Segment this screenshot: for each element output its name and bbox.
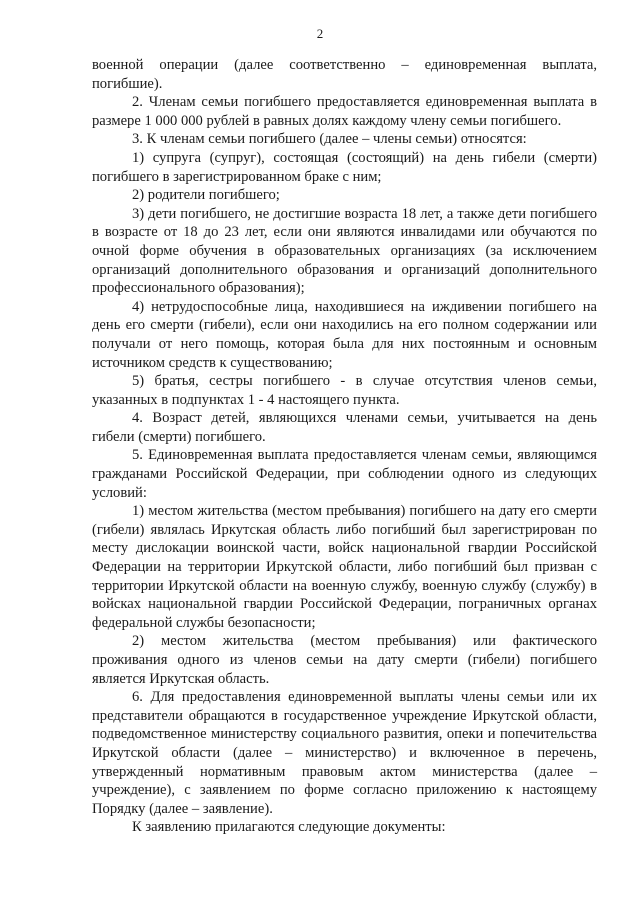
paragraph-continuation: военной операции (далее соответственно – единовременная выплата, погибшие). — [92, 57, 597, 92]
paragraph-item-6: 6. Для предоставления единовременной выплаты члены семьи или их представители обращаются в государственное учреждение Иркутской области, подведомственное министерству социального развития, опеки и попечительства Иркутской области (далее – министерство) и включенное в перечень, утвержденный нормативным правовым актом министерства (далее – учреждение), с заявлением по форме согласно приложению к настоящему Порядку (далее – заявление). — [92, 689, 597, 817]
paragraph-item-2: 2. Членам семьи погибшего предоставляется единовременная выплата в размере 1 000 000 рублей в равных долях каждому члену семьи погибшего. — [92, 94, 597, 129]
subparagraph-3-5: 5) братья, сестры погибшего - в случае отсутствия членов семьи, указанных в подпунктах 1 - 4 настоящего пункта. — [92, 373, 597, 408]
document-body — [92, 56, 597, 837]
page-number: 2 — [316, 26, 324, 41]
paragraph-item-4: 4. Возраст детей, являющихся членами семьи, учитывается на день гибели (смерти) погибшего. — [92, 410, 597, 445]
subparagraph-3-4: 4) нетрудоспособные лица, находившиеся на иждивении погибшего на день его смерти (гибели), если они находились на его полном содержании или получали от него помощь, которая была для них постоянным и основным источником средств к существованию; — [92, 298, 597, 371]
subparagraph-5-2: 2) местом жительства (местом пребывания) или фактического проживания одного из членов семьи на дату смерти (гибели) погибшего является Иркутская область. — [92, 633, 597, 687]
subparagraph-3-2: 2) родители погибшего; — [132, 187, 280, 204]
subparagraph-5-1: 1) местом жительства (местом пребывания) погибшего на дату его смерти (гибели) являлась Иркутская область либо погибший был зарегистрирован по месту дислокации воинской части, войск национальной гвардии Российской Федерации на территории Иркутской области, либо погибший был призван с территории Иркутской области на военную службу, военную службу (службу) в войсках национальной гвардии Российской Федерации, пограничных органах федеральной службы безопасности; — [92, 503, 597, 631]
subparagraph-3-1: 1) супруга (супруг), состоящая (состоящий) на день гибели (смерти) погибшего в зарегистрированном браке с ним; — [92, 149, 597, 185]
subparagraph-3-3: 3) дети погибшего, не достигшие возраста 18 лет, а также дети погибшего в возрасте от 18 до 23 лет, если они являются инвалидами или обучаются по очной форме обучения в образовательных организациях (за исключением организаций дополнительного образования и организаций дополнительного профессионального образования); — [92, 205, 597, 297]
paragraph-item-3: 3. К членам семьи погибшего (далее – члены семьи) относятся: — [132, 131, 527, 148]
paragraph-documents-intro: К заявлению прилагаются следующие документы: — [132, 819, 446, 836]
paragraph-item-5: 5. Единовременная выплата предоставляется членам семьи, являющимся гражданами Российской Федерации, при соблюдении одного из следующих условий: — [92, 447, 597, 501]
